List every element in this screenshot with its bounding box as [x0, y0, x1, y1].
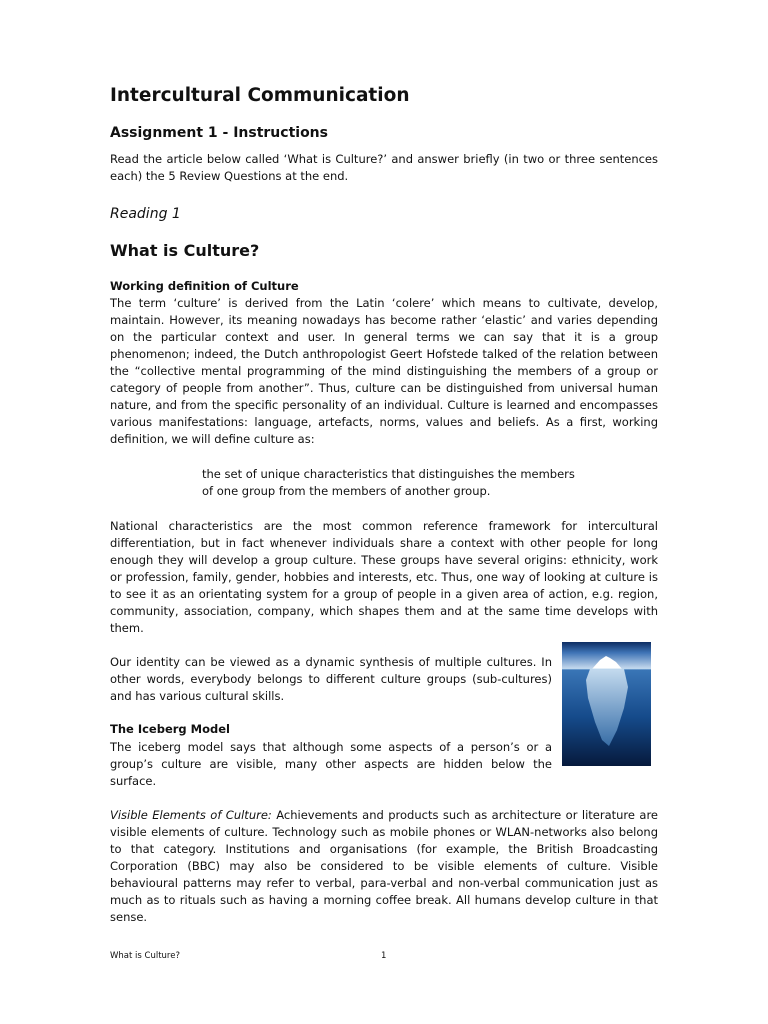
iceberg-image	[562, 642, 651, 766]
paragraph-iceberg: The iceberg model says that although some aspects of a person’s or a group’s culture are visible, many other aspects are hidden below the surface.	[110, 740, 552, 788]
visible-elements-label: Visible Elements of Culture:	[110, 808, 272, 822]
visible-elements-text: Achievements and products such as architecture or literature are visible elements of culture. Technology such as mobile phones or WLAN-networks also belong to that category. Institutions and organisations (for example, the British Broadcasting Corporation (BBC) may also be considered to be visible elements of culture. Visible behavioural patterns may refer to verbal, para-verbal and non-verbal communication just as much as to rituals such as having a morning coffee break. All humans develop culture in that sense.	[110, 808, 658, 924]
reading-label: Reading 1	[110, 206, 181, 222]
paragraph-national-characteristics: National characteristics are the most common reference framework for intercultural differentiation, but in fact whenever individuals share a context with other people for long enough they will develop a group culture. These groups have several origins: ethnicity, work or profession, family, gender, hobbies and interests, etc. Thus, one way of looking at culture is to see it as an orientating system for a group of people in a given area of action, e.g. region, community, association, company, which shapes them and at the same time develops with them.	[110, 519, 658, 635]
footer-title: What is Culture?	[110, 951, 180, 961]
section-heading: Working definition of Culture	[110, 279, 299, 293]
definition-line-2: of one group from the members of another group.	[202, 484, 491, 498]
assignment-heading: Assignment 1 - Instructions	[110, 125, 328, 141]
document-title: Intercultural Communication	[110, 85, 410, 106]
section-working-definition	[110, 278, 658, 448]
iceberg-heading: The Iceberg Model	[110, 722, 230, 736]
intro-paragraph: Read the article below called ‘What is Culture?’ and answer briefly (in two or three sentences each) the 5 Review Questions at the end.	[110, 152, 658, 183]
article-title: What is Culture?	[110, 241, 260, 260]
page-number: 1	[381, 951, 387, 961]
definition-line-1: the set of unique characteristics that distinguishes the members	[202, 467, 575, 481]
paragraph-visible-elements	[110, 807, 658, 926]
section-paragraph: The term ‘culture’ is derived from the Latin ‘colere’ which means to cultivate, develop, maintain. However, its meaning nowadays has become rather ‘elastic’ and varies depending on the particular context and user. In general terms we can say that it is a group phenomenon; indeed, the Dutch anthropologist Geert Hofstede talked of the relation between the “collective mental programming of the mind distinguishing the members of a group or category of people from another”. Thus, culture can be distinguished from universal human nature, and from the specific personality of an individual. Culture is learned and encompasses various manifestations: language, artefacts, norms, values and beliefs. As a first, working definition, we will define culture as:	[110, 296, 658, 446]
paragraph-identity: Our identity can be viewed as a dynamic synthesis of multiple cultures. In other words, everybody belongs to different culture groups (sub-cultures) and has various cultural skills.	[110, 655, 552, 703]
definition-quote	[202, 466, 602, 500]
